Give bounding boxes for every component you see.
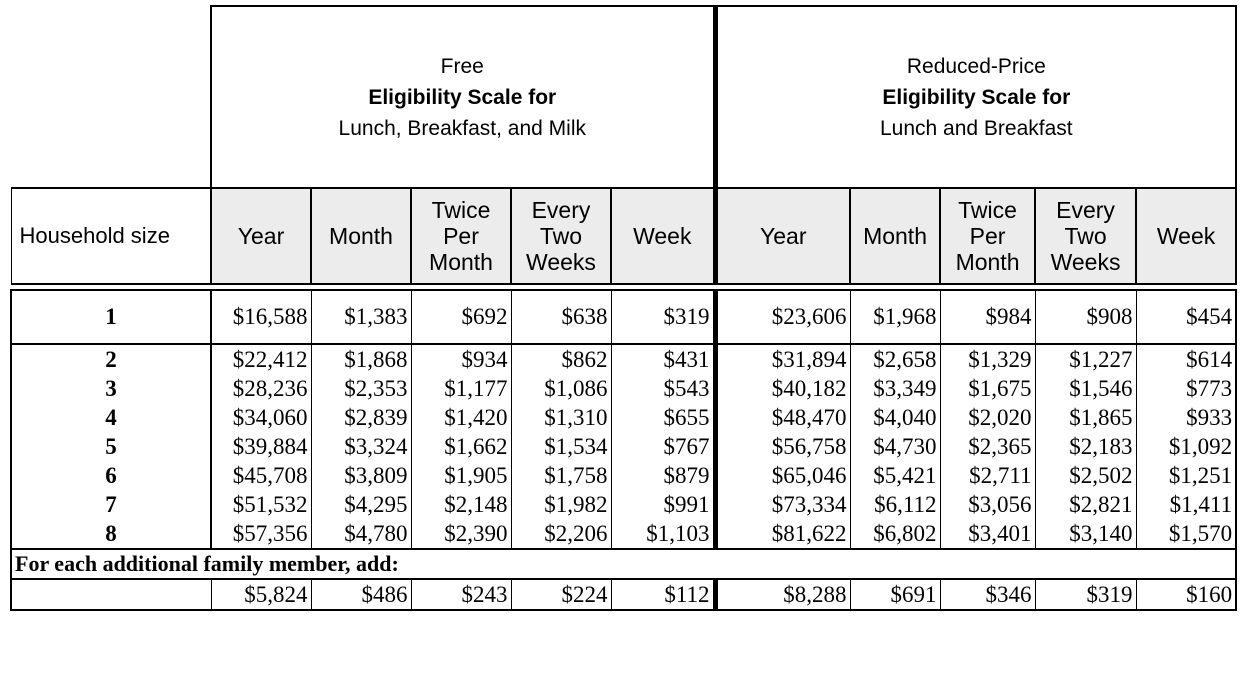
additional-reduced-year: $8,288 xyxy=(715,579,850,610)
free-header-line3: Lunch, Breakfast, and Milk xyxy=(338,116,586,140)
reduced-month-header: Month xyxy=(850,188,940,284)
free-twice-per-month-cell: $2,148 xyxy=(411,490,511,519)
table-row xyxy=(11,403,1236,432)
household-size-cell: 7 xyxy=(11,490,211,519)
free-year-header: Year xyxy=(211,188,311,284)
reduced-twice-per-month-cell: $1,675 xyxy=(940,374,1035,403)
free-twice-per-month-cell: $1,177 xyxy=(411,374,511,403)
additional-member-row xyxy=(11,579,1236,610)
table-row xyxy=(11,374,1236,403)
reduced-month-cell: $2,658 xyxy=(850,344,940,374)
reduced-year-cell: $23,606 xyxy=(715,290,850,344)
free-month-cell: $2,353 xyxy=(311,374,411,403)
free-week-header: Week xyxy=(611,188,715,284)
reduced-year-cell: $56,758 xyxy=(715,432,850,461)
free-year-cell: $39,884 xyxy=(211,432,311,461)
free-week-cell: $655 xyxy=(611,403,715,432)
household-size-cell: 6 xyxy=(11,461,211,490)
reduced-twice-per-month-cell: $984 xyxy=(940,290,1035,344)
reduced-week-cell: $1,092 xyxy=(1136,432,1236,461)
reduced-every-two-weeks-cell: $2,502 xyxy=(1035,461,1136,490)
reduced-every-two-weeks-header: Every Two Weeks xyxy=(1035,188,1136,284)
reduced-year-cell: $48,470 xyxy=(715,403,850,432)
free-week-cell: $319 xyxy=(611,290,715,344)
household-size-cell: 4 xyxy=(11,403,211,432)
free-every-two-weeks-header: Every Two Weeks xyxy=(511,188,611,284)
additional-free-every-two-weeks: $224 xyxy=(511,579,611,610)
reduced-every-two-weeks-cell: $908 xyxy=(1035,290,1136,344)
additional-free-week: $112 xyxy=(611,579,715,610)
free-week-cell: $1,103 xyxy=(611,519,715,549)
free-week-cell: $431 xyxy=(611,344,715,374)
reduced-year-cell: $73,334 xyxy=(715,490,850,519)
free-twice-per-month-header: Twice Per Month xyxy=(411,188,511,284)
free-header-line1: Free xyxy=(440,54,484,78)
free-week-cell: $543 xyxy=(611,374,715,403)
free-every-two-weeks-cell: $1,758 xyxy=(511,461,611,490)
reduced-every-two-weeks-cell: $3,140 xyxy=(1035,519,1136,549)
additional-blank-cell xyxy=(11,579,211,610)
free-every-two-weeks-cell: $1,534 xyxy=(511,432,611,461)
reduced-year-cell: $81,622 xyxy=(715,519,850,549)
reduced-every-two-weeks-cell: $2,821 xyxy=(1035,490,1136,519)
additional-reduced-week: $160 xyxy=(1136,579,1236,610)
reduced-scale-header xyxy=(715,6,1236,188)
free-twice-per-month-cell: $934 xyxy=(411,344,511,374)
reduced-year-cell: $65,046 xyxy=(715,461,850,490)
table-row xyxy=(11,490,1236,519)
reduced-header-line2: Eligibility Scale for xyxy=(882,85,1071,109)
reduced-month-cell: $4,040 xyxy=(850,403,940,432)
additional-free-month: $486 xyxy=(311,579,411,610)
table-row xyxy=(11,344,1236,374)
free-week-cell: $879 xyxy=(611,461,715,490)
group-header-row xyxy=(11,6,1236,188)
reduced-twice-per-month-cell: $1,329 xyxy=(940,344,1035,374)
free-twice-per-month-cell: $692 xyxy=(411,290,511,344)
reduced-month-cell: $6,802 xyxy=(850,519,940,549)
reduced-month-cell: $6,112 xyxy=(850,490,940,519)
reduced-month-cell: $5,421 xyxy=(850,461,940,490)
reduced-month-cell: $1,968 xyxy=(850,290,940,344)
free-year-cell: $51,532 xyxy=(211,490,311,519)
household-size-cell: 2 xyxy=(11,344,211,374)
free-every-two-weeks-cell: $2,206 xyxy=(511,519,611,549)
free-every-two-weeks-cell: $1,982 xyxy=(511,490,611,519)
table-row xyxy=(11,290,1236,344)
reduced-every-two-weeks-cell: $1,865 xyxy=(1035,403,1136,432)
reduced-week-cell: $614 xyxy=(1136,344,1236,374)
additional-reduced-every-two-weeks: $319 xyxy=(1035,579,1136,610)
additional-reduced-month: $691 xyxy=(850,579,940,610)
reduced-week-cell: $933 xyxy=(1136,403,1236,432)
additional-reduced-twice-per-month: $346 xyxy=(940,579,1035,610)
additional-member-label-row xyxy=(11,549,1236,579)
reduced-twice-per-month-cell: $2,020 xyxy=(940,403,1035,432)
reduced-every-two-weeks-cell: $2,183 xyxy=(1035,432,1136,461)
free-year-cell: $22,412 xyxy=(211,344,311,374)
eligibility-table xyxy=(10,5,1237,611)
additional-member-label: For each additional family member, add: xyxy=(11,549,1236,579)
free-month-header: Month xyxy=(311,188,411,284)
free-twice-per-month-cell: $1,662 xyxy=(411,432,511,461)
free-week-cell: $991 xyxy=(611,490,715,519)
free-month-cell: $3,809 xyxy=(311,461,411,490)
reduced-week-header: Week xyxy=(1136,188,1236,284)
reduced-year-header: Year xyxy=(715,188,850,284)
reduced-week-cell: $1,411 xyxy=(1136,490,1236,519)
reduced-week-cell: $1,251 xyxy=(1136,461,1236,490)
free-every-two-weeks-cell: $862 xyxy=(511,344,611,374)
reduced-week-cell: $773 xyxy=(1136,374,1236,403)
free-month-cell: $1,383 xyxy=(311,290,411,344)
reduced-month-cell: $4,730 xyxy=(850,432,940,461)
free-month-cell: $4,780 xyxy=(311,519,411,549)
reduced-header-line1: Reduced-Price xyxy=(906,54,1046,78)
free-year-cell: $45,708 xyxy=(211,461,311,490)
reduced-twice-per-month-cell: $2,365 xyxy=(940,432,1035,461)
reduced-twice-per-month-cell: $3,056 xyxy=(940,490,1035,519)
free-year-cell: $57,356 xyxy=(211,519,311,549)
free-week-cell: $767 xyxy=(611,432,715,461)
reduced-header-line3: Lunch and Breakfast xyxy=(879,116,1073,140)
free-twice-per-month-cell: $1,905 xyxy=(411,461,511,490)
column-header-row xyxy=(11,188,1236,284)
free-month-cell: $4,295 xyxy=(311,490,411,519)
free-month-cell: $2,839 xyxy=(311,403,411,432)
household-size-cell: 8 xyxy=(11,519,211,549)
table-row xyxy=(11,519,1236,549)
table-row xyxy=(11,432,1236,461)
reduced-twice-per-month-cell: $2,711 xyxy=(940,461,1035,490)
additional-free-year: $5,824 xyxy=(211,579,311,610)
free-scale-header xyxy=(211,6,715,188)
free-year-cell: $28,236 xyxy=(211,374,311,403)
household-size-header: Household size xyxy=(11,188,211,284)
household-size-cell: 1 xyxy=(11,290,211,344)
additional-free-twice-per-month: $243 xyxy=(411,579,511,610)
reduced-year-cell: $31,894 xyxy=(715,344,850,374)
free-every-two-weeks-cell: $1,310 xyxy=(511,403,611,432)
free-twice-per-month-cell: $1,420 xyxy=(411,403,511,432)
reduced-year-cell: $40,182 xyxy=(715,374,850,403)
free-year-cell: $16,588 xyxy=(211,290,311,344)
free-year-cell: $34,060 xyxy=(211,403,311,432)
header-blank-cell xyxy=(11,6,211,188)
free-header-line2: Eligibility Scale for xyxy=(368,85,557,109)
free-twice-per-month-cell: $2,390 xyxy=(411,519,511,549)
reduced-every-two-weeks-cell: $1,227 xyxy=(1035,344,1136,374)
reduced-twice-per-month-cell: $3,401 xyxy=(940,519,1035,549)
table-row xyxy=(11,461,1236,490)
free-every-two-weeks-cell: $638 xyxy=(511,290,611,344)
household-size-cell: 5 xyxy=(11,432,211,461)
free-every-two-weeks-cell: $1,086 xyxy=(511,374,611,403)
free-month-cell: $3,324 xyxy=(311,432,411,461)
free-month-cell: $1,868 xyxy=(311,344,411,374)
reduced-week-cell: $1,570 xyxy=(1136,519,1236,549)
household-size-cell: 3 xyxy=(11,374,211,403)
reduced-every-two-weeks-cell: $1,546 xyxy=(1035,374,1136,403)
reduced-week-cell: $454 xyxy=(1136,290,1236,344)
reduced-month-cell: $3,349 xyxy=(850,374,940,403)
reduced-twice-per-month-header: Twice Per Month xyxy=(940,188,1035,284)
